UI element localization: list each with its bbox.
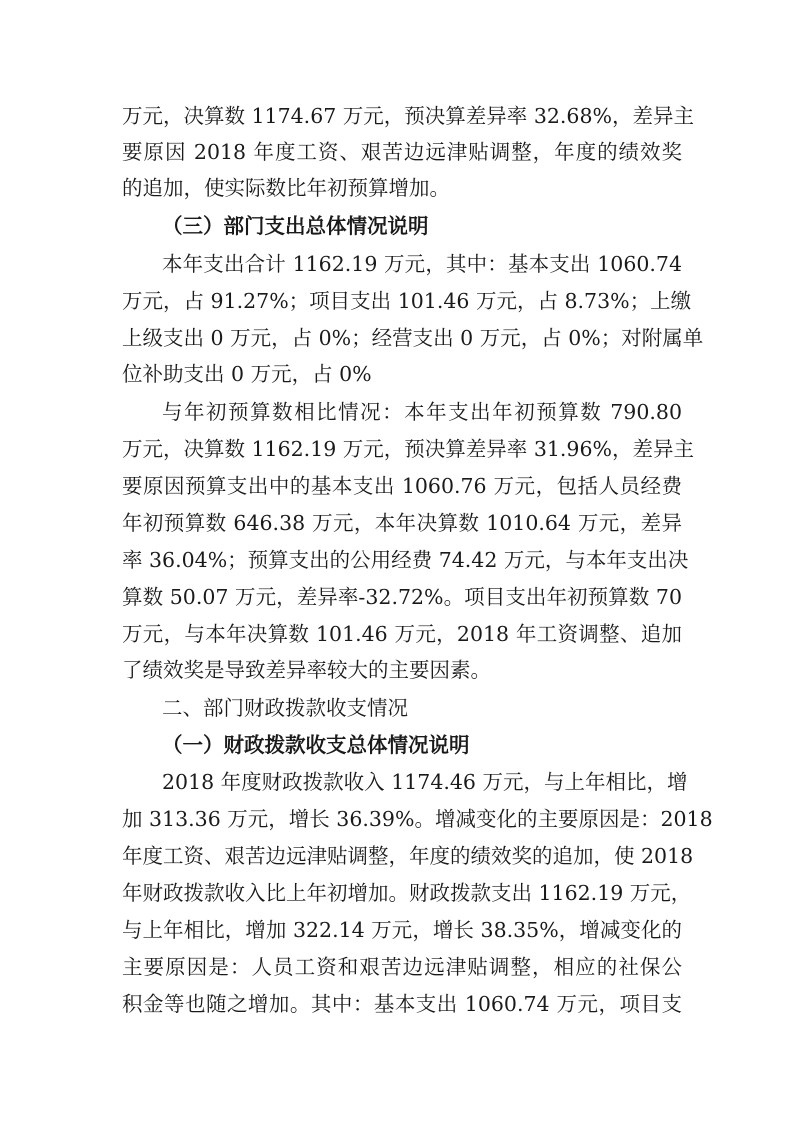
paragraph-3-line-4: 年初预算数 646.38 万元，本年决算数 1010.64 万元，差异 bbox=[122, 511, 682, 535]
paragraph-4-line-6: 主要原因是：人员工资和艰苦边远津贴调整，相应的社保公 bbox=[122, 955, 682, 979]
paragraph-4-line-1: 2018 年度财政拨款收入 1174.46 万元，与上年相比，增 bbox=[162, 770, 688, 794]
paragraph-1-line-3: 的追加，使实际数比年初预算增加。 bbox=[122, 176, 450, 200]
paragraph-4-line-5: 与上年相比，增加 322.14 万元，增长 38.35%，增减变化的 bbox=[122, 918, 682, 942]
paragraph-4-line-3: 年度工资、艰苦边远津贴调整，年度的绩效奖的追加，使 2018 bbox=[122, 844, 694, 868]
paragraph-1-line-2: 要原因 2018 年度工资、艰苦边远津贴调整，年度的绩效奖 bbox=[122, 140, 682, 164]
paragraph-3-line-6: 算数 50.07 万元，差异率-32.72%。项目支出年初预算数 70 bbox=[122, 585, 682, 609]
paragraph-3-line-2: 万元，决算数 1162.19 万元，预决算差异率 31.96%，差异主 bbox=[122, 437, 694, 461]
paragraph-4-line-7: 积金等也随之增加。其中：基本支出 1060.74 万元，项目支 bbox=[122, 992, 682, 1016]
section-heading-3: （三）部门支出总体情况说明 bbox=[162, 214, 429, 238]
paragraph-3-line-3: 要原因预算支出中的基本支出 1060.76 万元，包括人员经费 bbox=[122, 474, 682, 498]
paragraph-3-line-5: 率 36.04%；预算支出的公用经费 74.42 万元，与本年支出决 bbox=[122, 548, 689, 572]
paragraph-2-line-1: 本年支出合计 1162.19 万元，其中：基本支出 1060.74 bbox=[162, 252, 682, 276]
paragraph-2-line-2: 万元，占 91.27%；项目支出 101.46 万元，占 8.73%；上缴 bbox=[122, 289, 692, 313]
paragraph-2-line-3: 上级支出 0 万元，占 0%；经营支出 0 万元，占 0%；对附属单 bbox=[122, 326, 704, 350]
paragraph-2-line-4: 位补助支出 0 万元，占 0% bbox=[122, 362, 372, 386]
section-heading-2-1: （一）财政拨款收支总体情况说明 bbox=[162, 733, 470, 757]
paragraph-3-line-8: 了绩效奖是导致差异率较大的主要因素。 bbox=[122, 658, 491, 682]
paragraph-3-line-1: 与年初预算数相比情况：本年支出年初预算数 790.80 bbox=[162, 400, 682, 424]
part-heading-2: 二、部门财政拨款收支情况 bbox=[162, 696, 408, 720]
paragraph-4-line-4: 年财政拨款收入比上年初增加。财政拨款支出 1162.19 万元， bbox=[122, 881, 692, 905]
paragraph-1-line-1: 万元，决算数 1174.67 万元，预决算差异率 32.68%，差异主 bbox=[122, 104, 694, 128]
paragraph-4-line-2: 加 313.36 万元，增长 36.39%。增减变化的主要原因是：2018 bbox=[122, 807, 713, 831]
paragraph-3-line-7: 万元，与本年决算数 101.46 万元，2018 年工资调整、追加 bbox=[122, 622, 682, 646]
